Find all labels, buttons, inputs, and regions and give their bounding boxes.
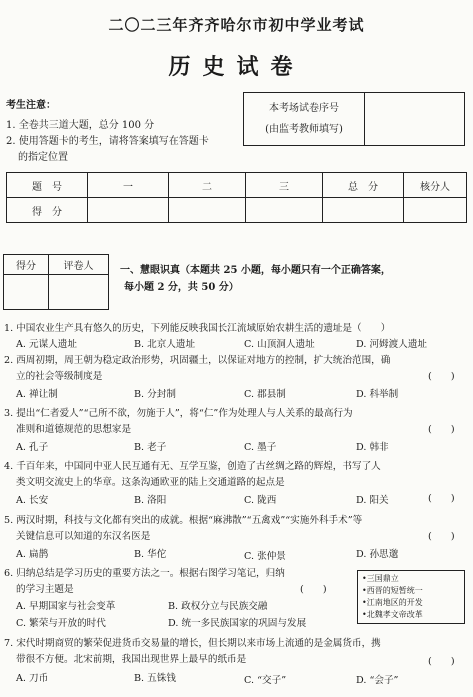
question-stem: 2. 西周初期，周王朝为稳定政治形势，巩固疆土，以保证对地方的控制，扩大统治范围，确 bbox=[4, 355, 391, 366]
exam-title: 二〇二三年齐齐哈尔市初中学业考试 bbox=[108, 16, 365, 34]
notice-heading: 考生注意： bbox=[6, 100, 56, 111]
answer-bracket[interactable]: ( ) bbox=[428, 656, 455, 667]
option-b[interactable]: B. 分封制 bbox=[134, 389, 176, 400]
grader-name-cell[interactable] bbox=[49, 275, 109, 310]
study-note-item: •北魏孝文帝改革 bbox=[362, 610, 423, 619]
option-b[interactable]: B. 华佗 bbox=[134, 549, 167, 560]
notice-item-1: 1. 全卷共三道大题，总分 100 分 bbox=[6, 120, 155, 131]
option-b[interactable]: B. 政权分立与民族交融 bbox=[168, 601, 268, 612]
score-cell[interactable] bbox=[246, 198, 323, 223]
score-row-label: 得 分 bbox=[7, 198, 88, 223]
score-cell[interactable] bbox=[404, 198, 467, 223]
question-stem: 6. 归纳总结是学习历史的重要方法之一。根据右图学习笔记，归纳 bbox=[4, 568, 285, 579]
score-cell[interactable] bbox=[323, 198, 404, 223]
option-c[interactable]: C. 山顶洞人遗址 bbox=[244, 339, 315, 350]
question-stem-cont: 立的社会等级制度是 bbox=[16, 371, 103, 382]
option-c[interactable]: C. 墨子 bbox=[244, 442, 277, 453]
question-stem-cont: 的学习主题是 bbox=[16, 584, 74, 595]
option-a[interactable]: A. 孔子 bbox=[16, 442, 49, 453]
question-stem-cont: 关键信息可以知道的东汉名医是 bbox=[16, 531, 151, 542]
grader-score-label: 得分 bbox=[4, 255, 49, 275]
option-d[interactable]: D. 阳关 bbox=[356, 495, 389, 506]
answer-bracket[interactable]: ( ) bbox=[428, 371, 455, 382]
option-b[interactable]: B. 老子 bbox=[134, 442, 167, 453]
option-a[interactable]: A. 禅让制 bbox=[16, 389, 58, 400]
score-header-cell: 总 分 bbox=[323, 173, 404, 198]
seat-number-field[interactable] bbox=[365, 93, 465, 146]
study-note-item: •三国鼎立 bbox=[362, 574, 399, 583]
option-d[interactable]: D. 统一多民族国家的巩固与发展 bbox=[168, 618, 307, 629]
subject-title: 历史试卷 bbox=[168, 54, 305, 80]
notice-item-2-cont: 的指定位置 bbox=[18, 152, 68, 163]
grader-name-label: 评卷人 bbox=[49, 255, 109, 275]
option-c[interactable]: C. 郡县制 bbox=[244, 389, 286, 400]
question-stem: 5. 两汉时期，科技与文化都有突出的成就。根据“麻沸散”“五禽戏”“实施外科手术”等 bbox=[4, 515, 363, 526]
score-header-cell: 三 bbox=[246, 173, 323, 198]
option-d[interactable]: D. “会子” bbox=[356, 675, 399, 686]
score-table bbox=[6, 172, 467, 223]
score-cell[interactable] bbox=[88, 198, 169, 223]
question-stem: 4. 千百年来，中国同中亚人民互通有无、互学互鉴，创造了古丝绸之路的辉煌，书写了人 bbox=[4, 461, 381, 472]
option-b[interactable]: B. 北京人遗址 bbox=[134, 339, 196, 350]
seat-number-box bbox=[243, 92, 465, 146]
answer-bracket[interactable]: ( ) bbox=[300, 584, 327, 595]
answer-bracket[interactable]: ( ) bbox=[428, 493, 455, 504]
option-a[interactable]: A. 早期国家与社会变革 bbox=[16, 601, 116, 612]
score-header-cell: 二 bbox=[169, 173, 246, 198]
option-d[interactable]: D. 河姆渡人遗址 bbox=[356, 339, 428, 350]
question-stem: 3. 提出“仁者爱人”“己所不欲，勿施于人”，将“仁”作为处理人与人关系的最高行为 bbox=[4, 408, 353, 419]
score-cell[interactable] bbox=[169, 198, 246, 223]
seat-number-label: 本考场试卷序号 bbox=[269, 103, 339, 114]
study-note-item: •江南地区的开发 bbox=[362, 598, 423, 607]
seat-number-hint: (由监考教师填写) bbox=[265, 124, 343, 135]
answer-bracket[interactable]: ( ) bbox=[428, 424, 455, 435]
study-note-box bbox=[357, 570, 465, 624]
question-stem: 7. 宋代时期商贸的繁荣促进货币交易量的增长，但长期以来市场上流通的是金属货币，携 bbox=[4, 638, 381, 649]
score-header-cell: 核分人 bbox=[404, 173, 467, 198]
option-a[interactable]: A. 元谋人遗址 bbox=[16, 339, 77, 350]
option-b[interactable]: B. 五铢钱 bbox=[134, 673, 176, 684]
question-stem-cont: 准则和道德规范的思想家是 bbox=[16, 424, 132, 435]
option-b[interactable]: B. 洛阳 bbox=[134, 495, 167, 506]
question-stem: 1. 中国农业生产具有悠久的历史，下列能反映我国长江流域原始农耕生活的遗址是（ ） bbox=[4, 323, 391, 334]
answer-bracket[interactable]: ( ) bbox=[428, 531, 455, 542]
question-stem-cont: 带很不方便。北宋前期，我国出现世界上最早的纸币是 bbox=[16, 654, 247, 665]
option-c[interactable]: C. 陇西 bbox=[244, 495, 277, 506]
option-d[interactable]: D. 韩非 bbox=[356, 442, 389, 453]
option-d[interactable]: D. 科举制 bbox=[356, 389, 399, 400]
section-heading-cont: 每小题 2 分，共 50 分） bbox=[124, 282, 239, 293]
option-a[interactable]: A. 扁鹊 bbox=[16, 549, 49, 560]
option-c[interactable]: C. “交子” bbox=[244, 675, 287, 686]
option-a[interactable]: A. 长安 bbox=[16, 495, 49, 506]
section-heading: 一、慧眼识真（本题共 25 小题，每小题只有一个正确答案， bbox=[120, 265, 391, 276]
grader-score-cell[interactable] bbox=[4, 275, 49, 310]
score-header-cell: 一 bbox=[88, 173, 169, 198]
score-header-cell: 题 号 bbox=[7, 173, 88, 198]
study-note-item: •西晋的短暂统一 bbox=[362, 586, 423, 595]
notice-item-2: 2. 使用答题卡的考生，请将答案填写在答题卡 bbox=[6, 136, 209, 147]
option-a[interactable]: A. 刀币 bbox=[16, 673, 49, 684]
question-stem-cont: 类文明交流史上的华章。这条沟通欧亚的陆上交通道路的起点是 bbox=[16, 477, 285, 488]
grader-box bbox=[3, 254, 109, 310]
option-d[interactable]: D. 孙思邈 bbox=[356, 549, 399, 560]
option-c[interactable]: C. 张仲景 bbox=[244, 551, 286, 562]
option-c[interactable]: C. 繁荣与开放的时代 bbox=[16, 618, 106, 629]
